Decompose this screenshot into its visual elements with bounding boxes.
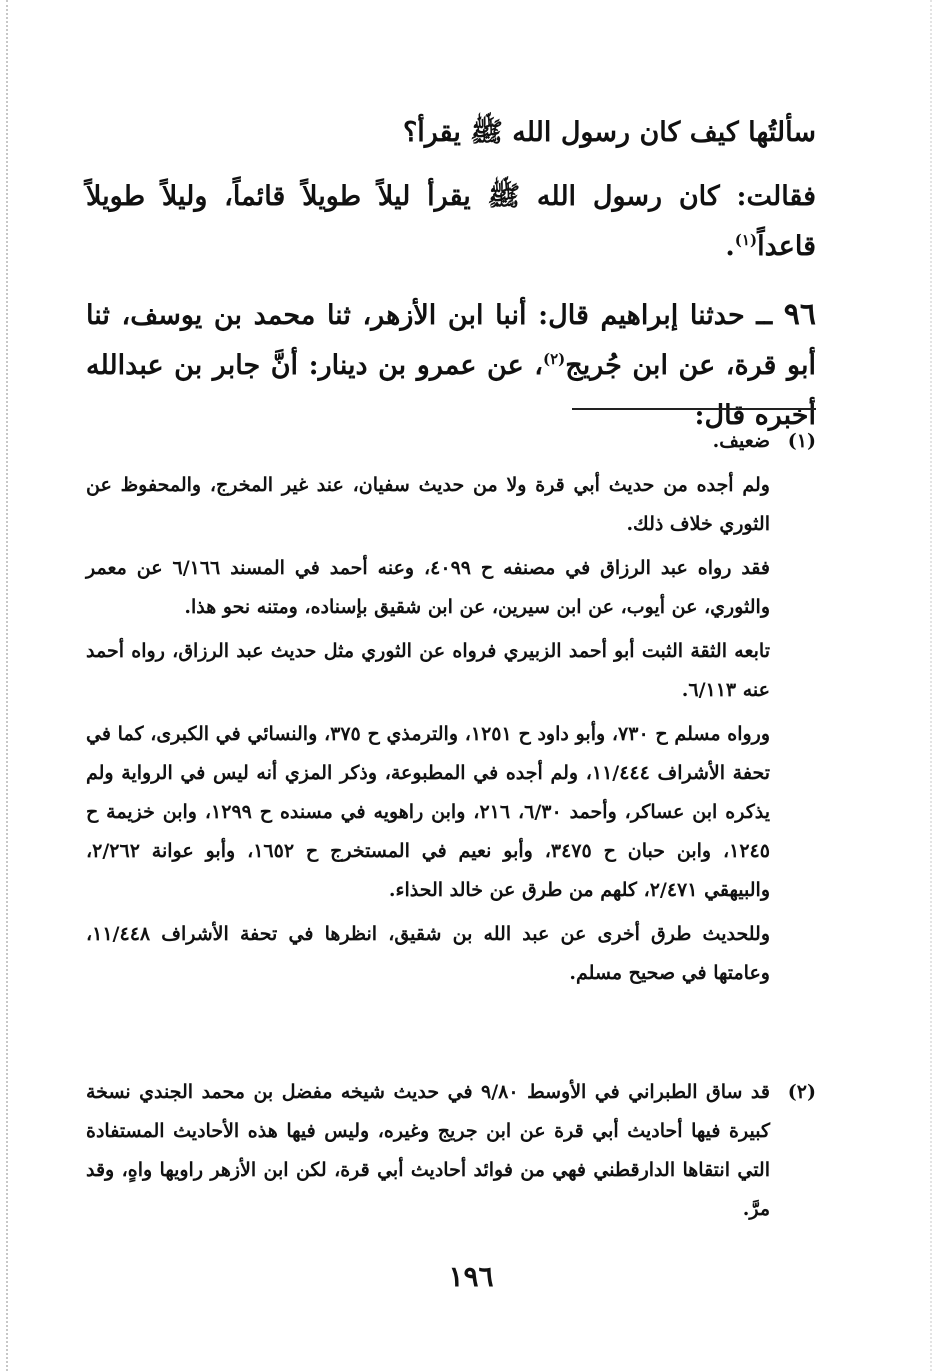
page-number: ١٩٦: [448, 1260, 494, 1293]
question-line: [86, 108, 816, 158]
footnote-ref-1: (١): [734, 231, 758, 249]
question-text: سألتُها كيف كان رسول الله ﷺ يقرأ؟: [402, 117, 816, 148]
answer-text: [86, 172, 816, 272]
footnote-2: [86, 1073, 816, 1234]
footnote-1-para: تابعه الثقة الثبت أبو أحمد الزبيري فرواه عن الثوري مثل حديث عبد الرزاق، رواه أحمد عنه ٦/١١٣.: [86, 640, 770, 701]
footnote-2-para: قد ساق الطبراني في الأوسط ٩/٨٠ في حديث شيخه مفضل بن محمد الجندي نسخة كبيرة فيها أحاديث أبي قرة عن ابن جريج وغيره، وليس فيها هذه الأحاديث المستفادة التي انتقاها الدارقطني فهي من فوائد أحاديث أبي قرة، لكن ابن الأزهر راويها واهٍ، وقد مرَّ.: [86, 1081, 770, 1220]
hadith-96-part-a: ــ حدثنا إبراهيم قال: أنبا ابن الأزهر، ثنا محمد بن يوسف، ثنا أبو قرة، عن ابن جُريج: [86, 300, 816, 381]
answer-end: .: [725, 231, 735, 262]
answer-paragraph: [86, 172, 816, 272]
answer-body: فقالت: كان رسول الله ﷺ يقرأ ليلاً طويلاً قائماً، وليلاً طويلاً قاعداً: [86, 181, 816, 262]
scan-edge-right: [930, 0, 938, 1371]
footnote-2-marker: (٢): [787, 1081, 816, 1103]
footnote-1: [86, 422, 816, 998]
hadith-96-text: [86, 290, 816, 441]
footnote-1-para: فقد رواه عبد الرزاق في مصنفه ح ٤٠٩٩، وعنه أحمد في المسند ٦/١٦٦ عن معمر والثوري، عن أيوب، عن ابن سيرين، عن ابن شقيق بإسناده، ومتنه نحو هذا.: [86, 557, 770, 618]
scan-edge-left: [0, 0, 8, 1371]
footnote-2-body: [86, 1073, 770, 1234]
footnote-1-body: [86, 422, 770, 998]
hadith-96-part-b: ، عن عمرو بن دينار: أنَّ جابر بن عبدالله أخبره قال:: [86, 350, 816, 431]
hadith-96-paragraph: [86, 290, 816, 441]
footnote-ref-2: (٢): [542, 350, 566, 368]
footnote-1-para: ولم أجده من حديث أبي قرة ولا من حديث سفيان، عند غير المخرج، والمحفوظ عن الثوري خلاف ذلك.: [86, 474, 770, 535]
footnote-1-marker: (١): [787, 430, 816, 452]
footnote-1-para: ضعيف.: [712, 430, 770, 452]
footnote-1-para: ورواه مسلم ح ٧٣٠، وأبو داود ح ١٢٥١، والترمذي ح ٣٧٥، والنسائي في الكبرى، كما في تحفة الأشراف ١١/٤٤٤، ولم أجده في المطبوعة، وذكر المزي أنه ليس في الرواية ولم يذكره ابن عساكر، وأحمد ٦/٣٠، ٢١٦، وابن راهويه في مسنده ح ١٢٩٩، وابن خزيمة ح ١٢٤٥، وابن حبان ح ٣٤٧٥، وأبو نعيم في المستخرج ح ١٦٥٢، وأبو عوانة ٢/٢٦٢، والبيهقي ٢/٤٧١، كلهم من طرق عن خالد الحذاء.: [86, 723, 771, 901]
footnote-divider: [572, 408, 816, 410]
hadith-number: ٩٦: [783, 297, 816, 332]
footnote-1-para: وللحديث طرق أخرى عن عبد الله بن شقيق، انظرها في تحفة الأشراف ١١/٤٤٨، وعامتها في صحيح مسلم.: [86, 923, 770, 984]
